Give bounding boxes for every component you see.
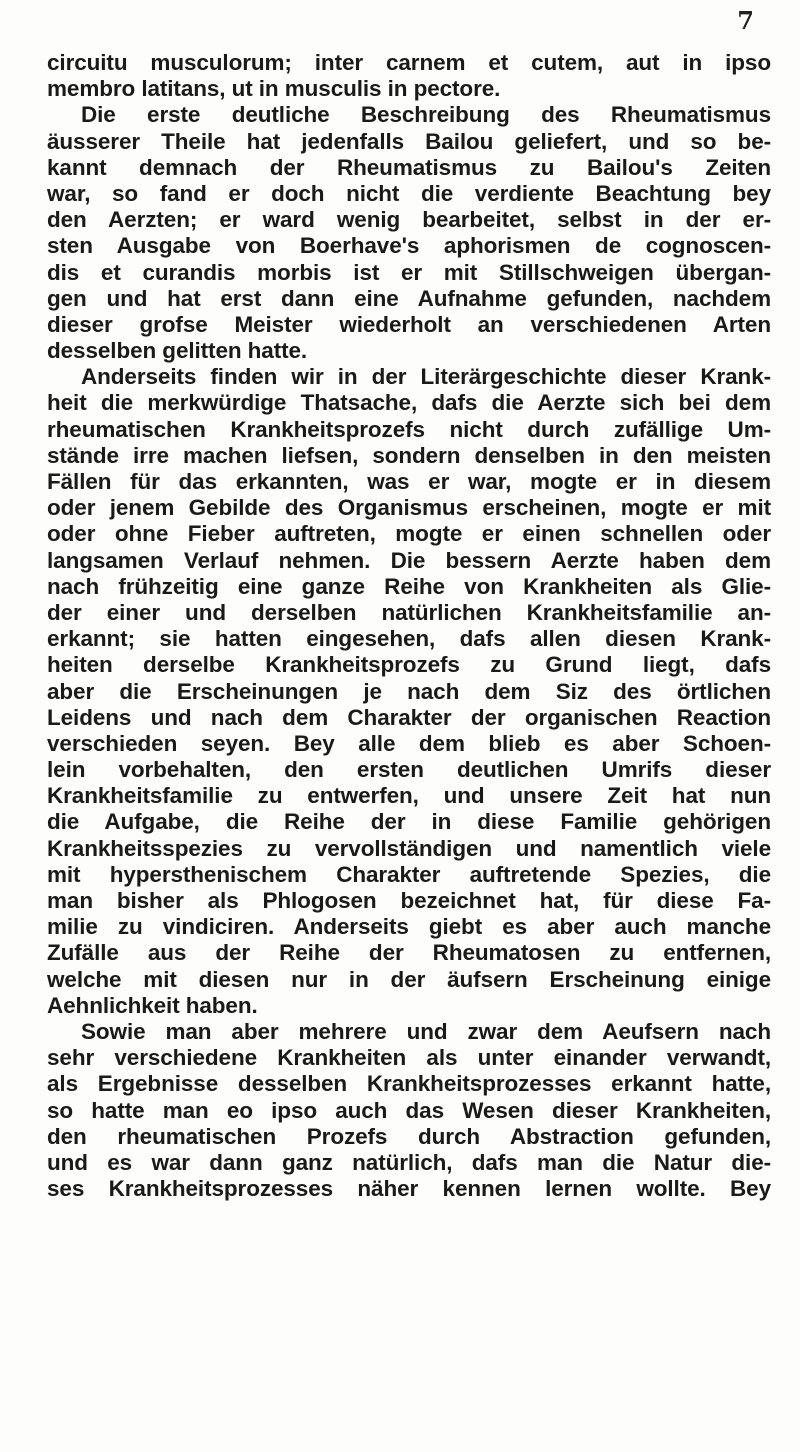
text-line: Leidens und nach dem Charakter der organischen Reaction [47,704,771,730]
text-line: mit hypersthenischem Charakter auftretende Spezies, die [47,861,771,887]
text-line: nach frühzeitig eine ganze Reihe von Krankheiten als Glie- [47,573,771,599]
text-line: dis et curandis morbis ist er mit Stillschweigen übergan- [47,259,771,285]
text-line: aber die Erscheinungen je nach dem Siz des örtlichen [47,678,771,704]
text-line: desselben gelitten hatte. [47,338,308,364]
text-line: Sowie man aber mehrere und zwar dem Aeufsern nach [81,1018,771,1044]
text-line: sten Ausgabe von Boerhave's aphorismen de cognoscen- [47,233,771,259]
text-line: langsamen Verlauf nehmen. Die bessern Aerzte haben dem [47,547,771,573]
text-line: den Aerzten; er ward wenig bearbeitet, selbst in der er- [47,207,771,233]
text-line: Krankheitsfamilie zu entwerfen, und unsere Zeit hat nun [47,783,771,809]
text-line: gen und hat erst dann eine Aufnahme gefunden, nachdem [47,285,771,311]
text-line: stände irre machen liefsen, sondern denselben in den meisten [47,442,771,468]
page-number: 7 [737,6,754,35]
text-line: der einer und derselben natürlichen Krankheitsfamilie an- [47,599,771,625]
text-line: Fällen für das erkannten, was er war, mogte er in diesem [47,469,771,494]
text-line: heit die merkwürdige Thatsache, dafs die Aerzte sich bei dem [47,390,771,416]
text-line: ses Krankheitsprozesses näher kennen lernen wollte. Bey [47,1176,771,1202]
text-line: lein vorbehalten, den ersten deutlichen Umrifs dieser [47,757,771,783]
text-line: Anderseits finden wir in der Literärgeschichte dieser Krank- [81,364,771,390]
text-line: Zufälle aus der Reihe der Rheumatosen zu entfernen, [47,940,771,966]
text-line: oder ohne Fieber auftreten, mogte er einen schnellen oder [47,521,771,547]
text-line: äusserer Theile hat jedenfalls Bailou geliefert, und so be- [47,128,771,154]
text-line: kannt demnach der Rheumatismus zu Bailou's Zeiten [47,154,771,180]
text-line: die Aufgabe, die Reihe der in diese Familie gehörigen [47,809,771,835]
text-line: oder jenem Gebilde des Organismus erscheinen, mogte er mit [47,495,771,521]
text-line: man bisher als Phlogosen bezeichnet hat, für diese Fa- [47,888,771,913]
text-line: Krankheitsspezies zu vervollständigen und namentlich viele [47,835,771,861]
text-line: verschieden seyen. Bey alle dem blieb es aber Schoen- [47,730,771,756]
text-line: als Ergebnisse desselben Krankheitsprozesses erkannt hatte, [47,1071,771,1097]
text-line: erkannt; sie hatten eingesehen, dafs allen diesen Krank- [47,626,771,652]
text-line: welche mit diesen nur in der äufsern Erscheinung einige [47,966,771,992]
text-line: heiten derselbe Krankheitsprozefs zu Grund liegt, dafs [47,652,771,678]
text-line: so hatte man eo ipso auch das Wesen dieser Krankheiten, [47,1097,771,1123]
text-line: rheumatischen Krankheitsprozefs nicht durch zufällige Um- [47,416,771,442]
text-line: sehr verschiedene Krankheiten als unter einander verwandt, [47,1045,771,1071]
text-line: Die erste deutliche Beschreibung des Rheumatismus [81,102,771,128]
text-line: milie zu vindiciren. Anderseits giebt es aber auch manche [47,914,771,940]
text-line: Aehnlichkeit haben. [47,992,258,1018]
text-line: den rheumatischen Prozefs durch Abstraction gefunden, [47,1123,771,1149]
body-text [47,50,771,1202]
text-line: dieser grofse Meister wiederholt an verschiedenen Arten [47,311,771,337]
text-line: und es war dann ganz natürlich, dafs man die Natur die- [47,1149,771,1175]
text-line: war, so fand er doch nicht die verdiente Beachtung bey [47,180,771,206]
text-line: circuitu musculorum; inter carnem et cutem, aut in ipso [47,50,771,75]
text-line: membro latitans, ut in musculis in pectore. [47,76,501,102]
